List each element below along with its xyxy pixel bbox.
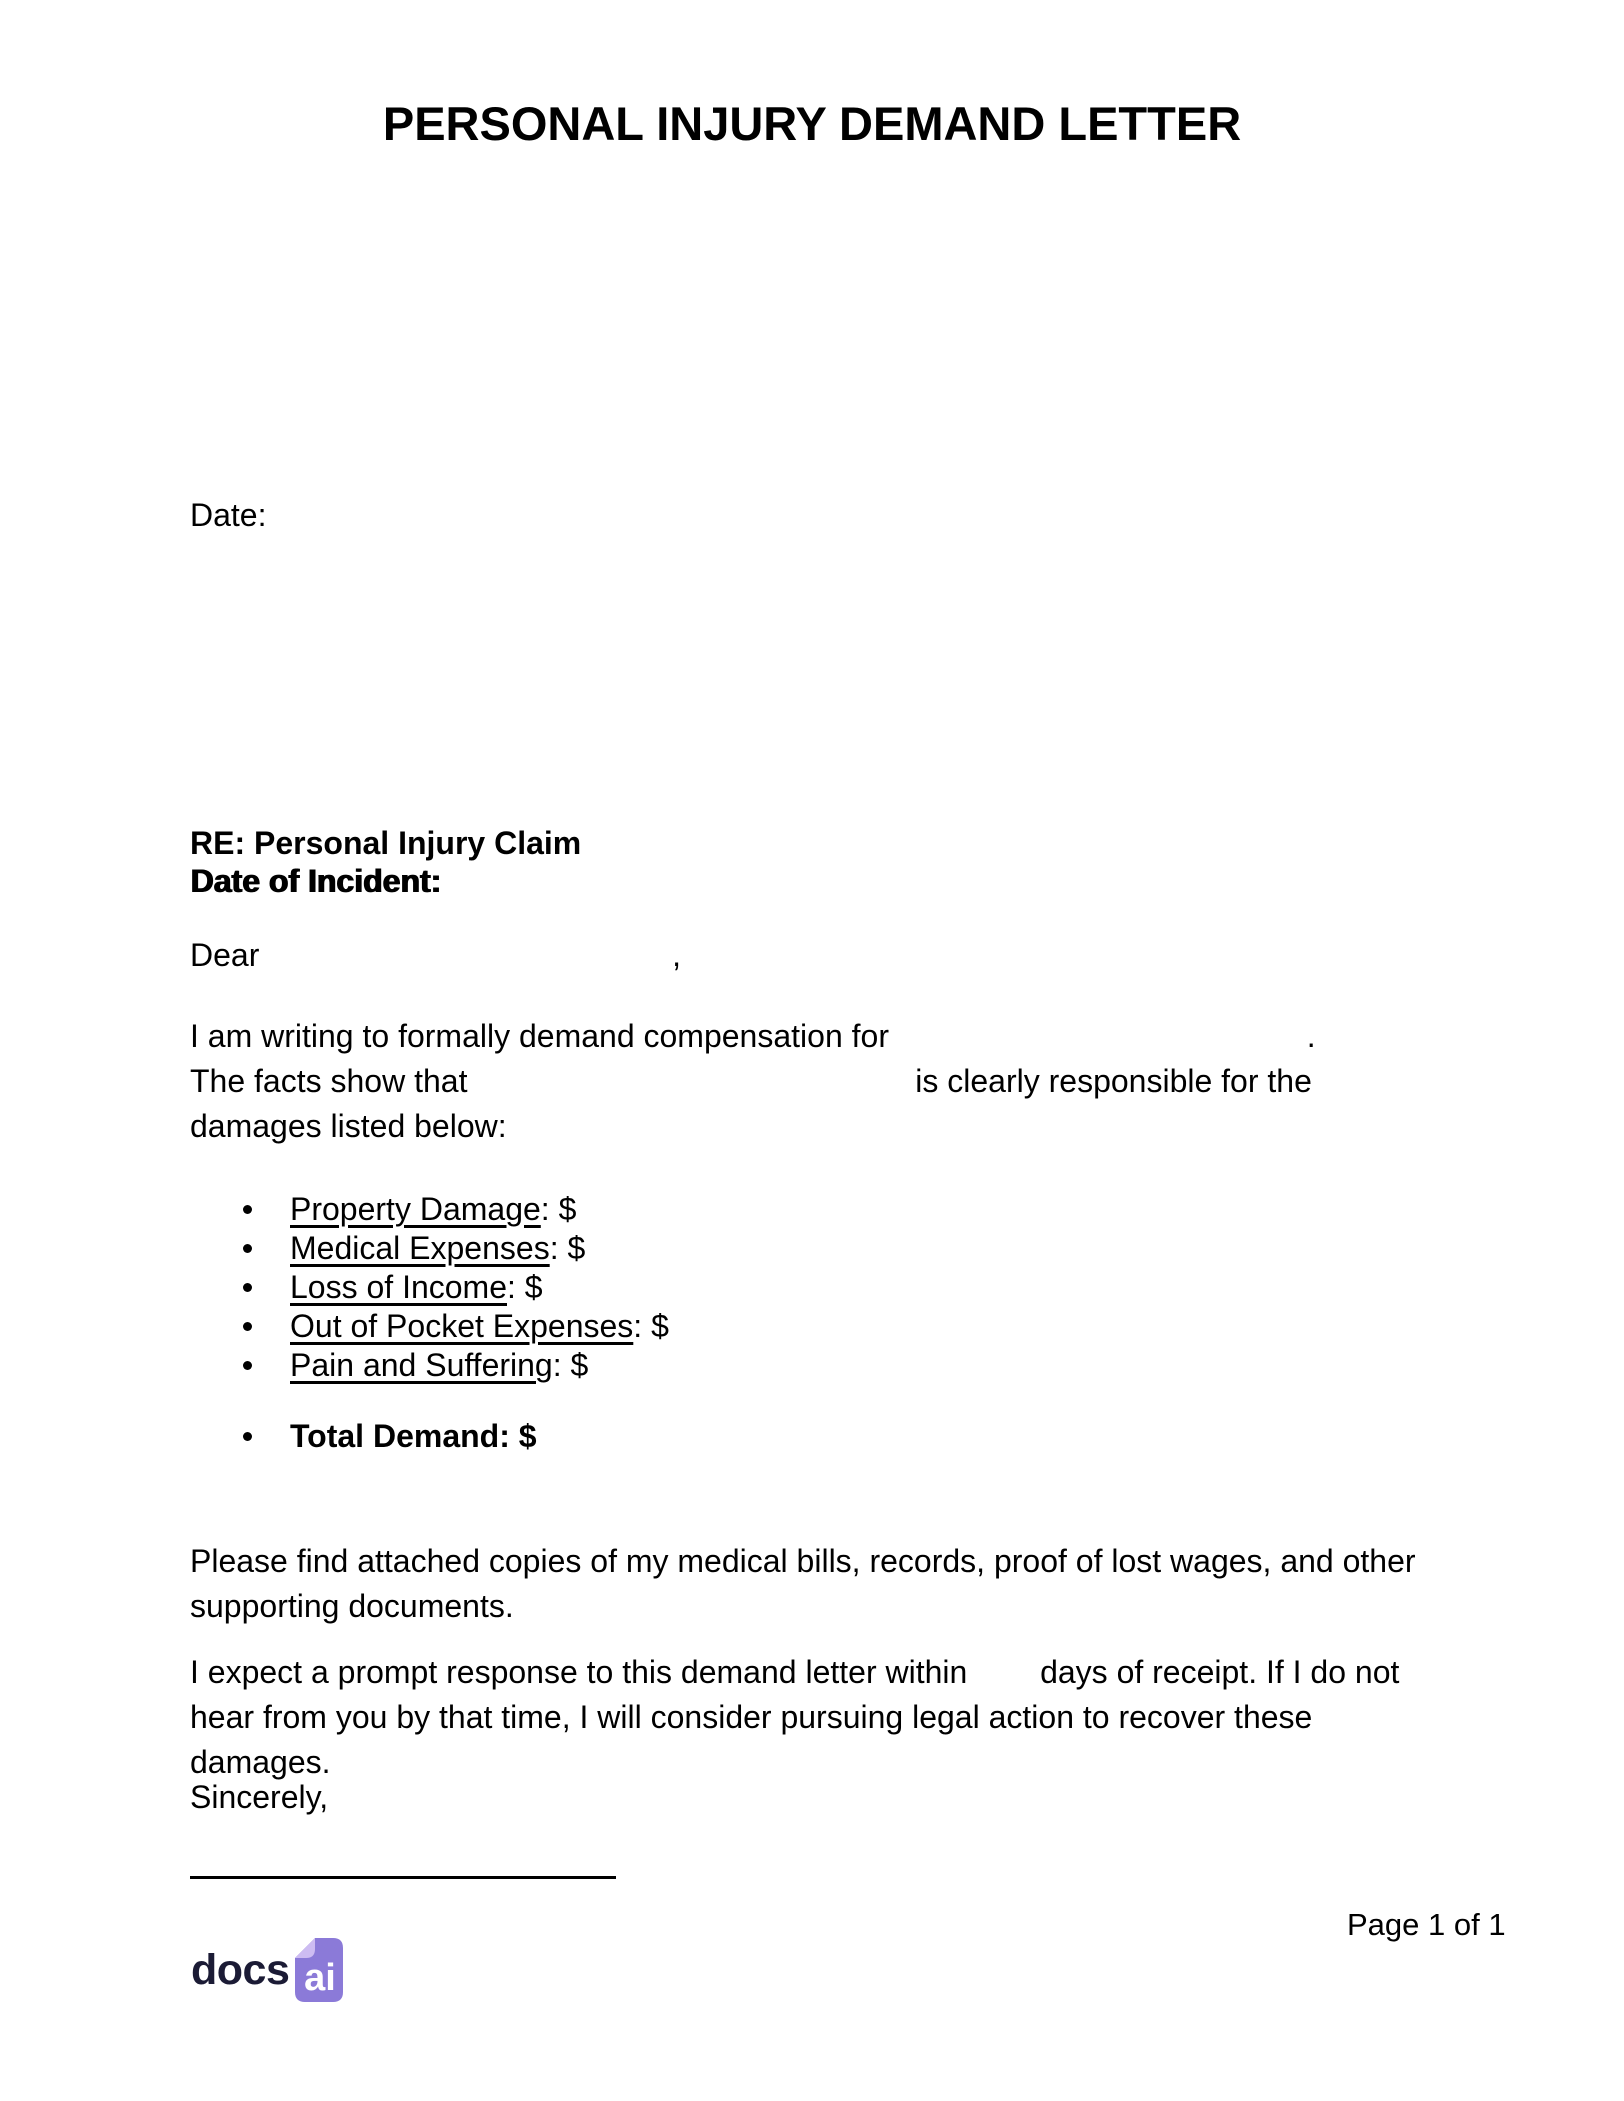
days-count-blank [976,1682,1031,1683]
bullet-icon [243,1432,252,1441]
page-number: Page 1 of 1 [1347,1907,1506,1942]
date-line [190,496,266,534]
bullet-icon [243,1361,252,1370]
salutation-comma: , [672,937,682,973]
salutation-prefix: Dear [190,937,260,973]
date-label: Date: [190,497,267,533]
docsai-wordmark: docs [191,1946,290,1994]
bullet-icon [243,1283,252,1292]
opening-line-2: The facts show that is clearly responsible for the [190,1063,1312,1099]
bullet-icon [243,1244,252,1253]
docsai-document-icon [295,1938,343,2002]
opening-line-1: I am writing to formally demand compensation for . [190,1018,1316,1054]
incident-date-line [190,862,441,900]
damage-item-medical-expenses: Medical Expenses: $ [190,1229,1290,1268]
docsai-logo [191,1938,343,2008]
incident-date-label: Date of Incident: [190,863,441,899]
damage-item-loss-of-income: Loss of Income: $ [190,1268,1290,1307]
total-demand-line: Total Demand: $ [190,1417,990,1456]
damage-item-property-damage: Property Damage: $ [190,1190,1290,1229]
docsai-badge-text: ai [304,1957,337,1999]
damages-list [190,1190,1290,1385]
closing-line: Sincerely, [190,1779,329,1815]
attachments-paragraph: Please find attached copies of my medical bills, records, proof of lost wages, and other supporting documents. [190,1543,1416,1624]
subject-line: RE: Personal Injury Claim [190,825,582,861]
incident-description-blank [898,1046,1298,1047]
opening-paragraph [190,1014,1316,1149]
bullet-icon [243,1205,252,1214]
damage-item-out-of-pocket-expenses: Out of Pocket Expenses: $ [190,1307,1290,1346]
opening-line-3: damages listed below: [190,1108,507,1144]
salutation-line [190,936,681,974]
document-title: PERSONAL INJURY DEMAND LETTER [382,97,1242,150]
signature-line [190,1876,616,1879]
bullet-icon [243,1322,252,1331]
folded-corner-icon [295,1938,315,1958]
response-line-1: I expect a prompt response to this demand letter within days of receipt. If I do not [190,1654,1400,1690]
response-paragraph: I expect a prompt response to this demand letter within days of receipt. If I do not hear from you by that time, I will consider pursuing legal action to recover these damages. [190,1650,1399,1785]
responsible-party-blank [476,1091,906,1092]
recipient-name-blank [268,965,663,966]
damage-item-pain-and-suffering: Pain and Suffering: $ [190,1346,1290,1385]
